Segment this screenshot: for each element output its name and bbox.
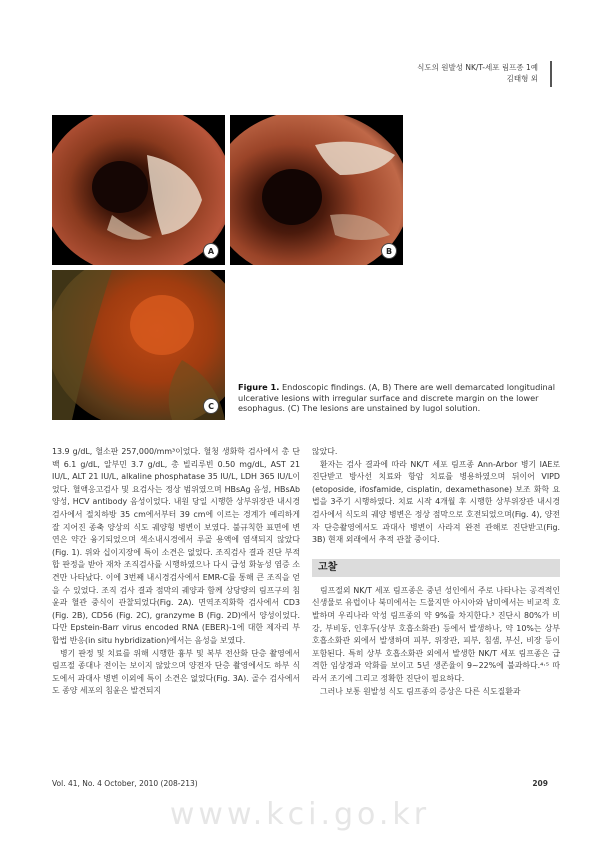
header-rule (550, 61, 552, 87)
paragraph: 환자는 검사 결과에 따라 NK/T 세포 림프종 Ann-Arbor 병기 IAE로 진단받고 방사선 치료와 항암 치료를 병용하였으며 뒤이어 VIPD (etoposide, ifosfamide, cisplatin, dexamethasone) 보조 화학 요법을 3주기 시행하였다. 치료 시작 4개월 후 시행한 상부위장관 내시경검사에서 식도의 궤양 병변은 정상 점막으로 호전되었으며(Fig. 4), 양전자 단층촬영에서도 과대사 병변이 사라져 완전 관해로 진단받고(Fig. 3B) 현재 외래에서 추적 관찰 중이다. (312, 459, 560, 545)
body-column-left (52, 446, 300, 698)
running-title: 식도의 원발성 NK/T-세포 림프종 1예 (417, 63, 538, 72)
caption-text: Endoscopic findings. (A, B) There are well demarcated longitudinal ulcerative lesions with irregular surface and discrete margin on the lower esophagus. (C) The lesions are unstained by lugol solution. (238, 382, 556, 413)
figure-caption (238, 382, 558, 414)
page-number: 209 (532, 779, 548, 788)
endoscopy-photo-a (52, 115, 225, 265)
figure-label-b: B (381, 243, 397, 259)
figure-label-a: A (203, 243, 219, 259)
paragraph: 그러나 보통 원발성 식도 림프종의 증상은 다른 식도질환과 (320, 686, 521, 696)
paragraph: 병기 판정 및 치료를 위해 시행한 흉부 및 복부 전산화 단층 촬영에서 림프절 종대나 전이는 보이지 않았으며 양전자 단층 촬영에서도 하부 식도에서 과대사 병변 이외에 특이 소견은 없었다(Fig. 3A). 골수 검사에서도 종양 세포의 침윤은 발견되지 (52, 648, 300, 696)
paragraph: 림프절외 NK/T 세포 림프종은 중년 성인에서 주로 나타나는 공격적인 신생물로 유럽이나 북미에서는 드물지만 아시아와 남미에서는 비교적 호발하며 우리나라 악성 림프종의 약 9%를 차지한다.³ 진단시 80%가 비강, 부비동, 인후두(상부 호흡소화관) 등에서 발생하나, 약 10%는 상부 호흡소화관 외에서 발생하며 피부, 위장관, 피부, 침샘, 부신, 비장 등이 포함된다. 특히 상부 호흡소화관 외에서 발생한 NK/T 세포 림프종은 급격한 임상경과 악화를 보이고 5년 생존율이 9∼22%에 불과하다.⁴·⁵ 따라서 조기에 그리고 정확한 진단이 필요하다. (312, 585, 560, 683)
paragraph: 않았다. (312, 447, 338, 456)
caption-label: Figure 1. (238, 382, 280, 392)
endoscopy-photo-b (230, 115, 403, 265)
paragraph: 13.9 g/dL, 혈소판 257,000/mm³이었다. 혈청 생화학 검사에서 총 단백 6.1 g/dL, 알부민 3.7 g/dL, 총 빌리루빈 0.50 mg/dL, AST 21 IU/L, ALT 21 IU/L, alkaline phosphatase 35 IU/L, LDH 365 IU/L이었다. 혈액응고검사 및 요검사는 정상 범위였으며 HBsAg 음성, HBsAb 양성, HCV antibody 음성이었다. 내원 당일 시행한 상부위장관 내시경검사에서 절치하방 35 cm에서부터 39 cm에 이르는 경계가 예리하게 잘 지어진 종축 양상의 식도 궤양형 병변이 보였다. 불규칙한 표면에 변연은 약간 융기되었으며 색소내시경에서 루골 용액에 염색되지 않았다(Fig. 1). 위와 십이지장에 특이 소견은 없었다. 조직검사 결과 진단 부적합 판정을 받아 재차 조직검사를 시행하였으나 다시 급성 화농성 염증 소견만 나타났다. 이에 3번째 내시경검사에서 EMR-C를 통해 큰 조직을 얻을 수 있었다. 조직 검사 결과 점막의 궤양과 함께 상당량의 림프구의 침윤과 혈관 중식이 관찰되었다(Fig. 2A). 면역조직화학 검사에서 CD3 (Fig. 2B), CD56 (Fig. 2C), granzyme B (Fig. 2D)에서 양성이었다. 다만 Epstein-Barr virus encoded RNA (EBER)-1에 대한 제자리 부합법 반응(in situ hybridization)에서는 음성을 보였다. (52, 447, 300, 645)
endoscopy-photo-c (52, 270, 225, 420)
running-authors: 김태형 외 (506, 74, 538, 83)
body-column-right (312, 446, 560, 698)
running-header (417, 62, 538, 84)
figure-label-c: C (203, 398, 219, 414)
journal-citation: Vol. 41, No. 4 October, 2010 (208-213) (52, 779, 198, 788)
section-heading: 고찰 (312, 559, 560, 577)
watermark: www.kci.go.kr (169, 797, 431, 832)
